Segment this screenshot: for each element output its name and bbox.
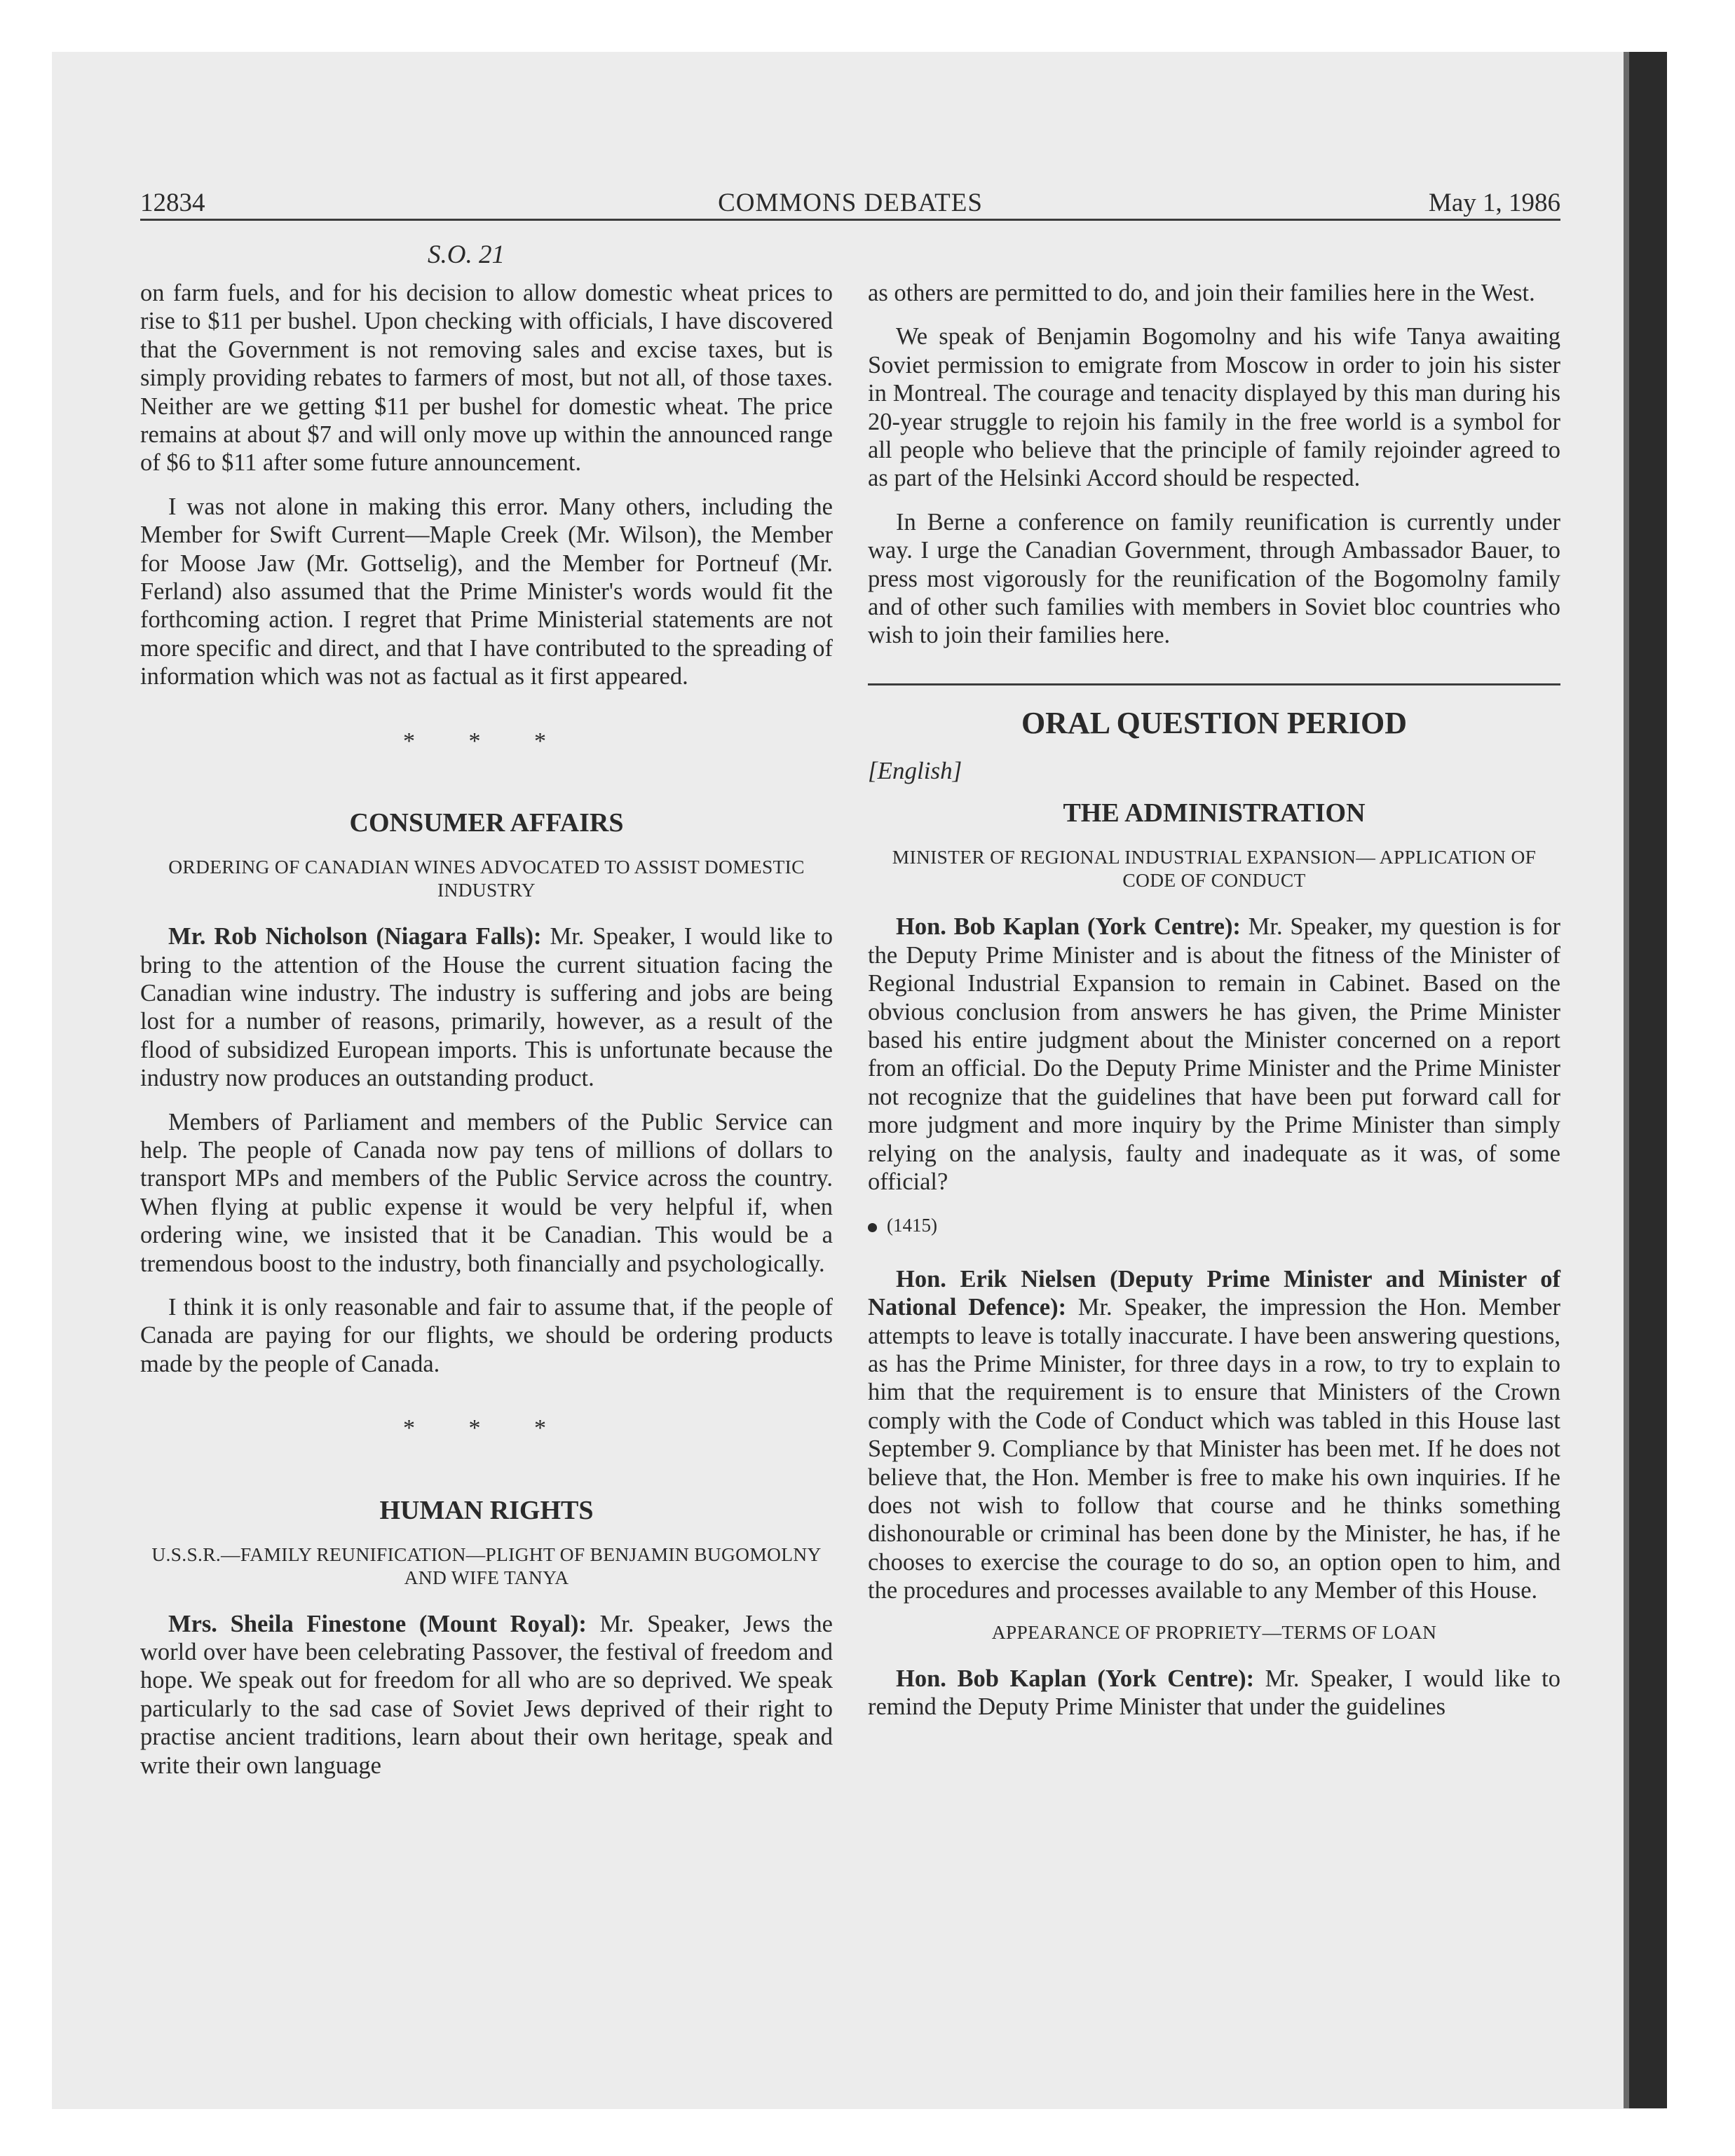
paragraph: We speak of Benjamin Bogomolny and his wife Tanya awaiting Soviet permission to emigrate from Moscow in order to join his sister in Montreal. The courage and tenacity displayed by this man during his 20-year struggle to rejoin his family in the free world is a symbol for all people who believe that the principle of family rejoinder agreed to as part of the Helsinki Accord should be respected. [868, 323, 1560, 492]
running-header [140, 188, 1560, 221]
speech-text: Mr. Speaker, I would like to remind the Deputy Prime Minister that under the guidelines [868, 1665, 1560, 1721]
bullet-icon [868, 1223, 877, 1232]
speech-text: Mr. Speaker, my question is for the Deputy Prime Minister and is about the fitness of the Minister of Regional Industrial Expansion to remain in Cabinet. Based on the obvious conclusion from answers he has given, the Prime Minister based his entire judgment about the Minister concerned on a report from an official. Do the Deputy Prime Minister and the Prime Minister not recognize that the guidelines that have been put forward call for more judgment and more inquiry by the Prime Minister than simply relying on the analysis, faulty and inadequate as it was, of some official? [868, 913, 1560, 1195]
issue-date: May 1, 1986 [1428, 189, 1560, 217]
speaker-name: Mrs. Sheila Finestone (Mount Royal): [168, 1610, 587, 1637]
section-subheading: APPEARANCE OF PROPRIETY—TERMS OF LOAN [991, 1621, 1437, 1643]
speech-text: Mr. Speaker, I would like to bring to the attention of the House the current situation facing the Canadian wine industry. The industry is suffering and jobs are being lost for a number of reasons, primarily, however, as a result of the flood of subsidized European imports. This is unfortunate because the industry now produces an outstanding product. [140, 923, 833, 1092]
time-marker [868, 1211, 1560, 1239]
standing-order-label: S.O. 21 [428, 240, 505, 269]
paragraph: on farm fuels, and for his decision to allow domestic wheat prices to rise to $11 per bushel. Upon checking with officials, I have discovered that the Government is not removing sales and excise taxes, but is simply providing rebates to farmers of most, but not all, of those taxes. Neither are we getting $11 per bushel for domestic wheat. The price remains at about $7 and will only move up within the announced range of $6 to $11 after some future announcement. [140, 280, 833, 477]
paragraph: I was not alone in making this error. Many others, including the Member for Swift Current—Maple Creek (Mr. Wilson), the Member for Moose Jaw (Mr. Gottselig), and the Member for Portneuf (Mr. Ferland) also assumed that the Prime Minister's words would fit the forthcoming action. I regret that Prime Ministerial statements are not more specific and direct, and that I have contributed to the spreading of information which was not as factual as it first appeared. [140, 493, 833, 690]
speech-text: Mr. Speaker, Jews the world over have been celebrating Passover, the festival of freedom and hope. We speak out for freedom for all who are so deprived. We speak particularly to the sad case of Soviet Jews deprived of their right to practise ancient traditions, learn about their own heritage, speak and write their own language [140, 1610, 833, 1779]
paragraph: Members of Parliament and members of the Public Service can help. The people of Canada now pay tens of millions of dollars to transport MPs and members of the Public Service across the country. When flying at public expense it would be very helpful if, when ordering wine, we insisted that it be Canadian. This would be a tremendous boost to the industry, both financially and psychologically. [140, 1108, 833, 1277]
publication-title: COMMONS DEBATES [718, 189, 983, 217]
speech-paragraph [868, 1265, 1560, 1605]
paragraph: I think it is only reasonable and fair to assume that, if the people of Canada are paying for our flights, we should be ordering products made by the people of Canada. [140, 1293, 833, 1377]
section-subheading: MINISTER OF REGIONAL INDUSTRIAL EXPANSION— APPLICATION OF CODE OF CONDUCT [892, 846, 1537, 892]
speaker-name: Hon. Bob Kaplan (York Centre): [896, 1665, 1255, 1692]
section-heading: THE ADMINISTRATION [1063, 798, 1366, 828]
speaker-name: Hon. Erik Nielsen (Deputy Prime Minister and Minister of National Defence): [868, 1265, 1560, 1321]
page-number: 12834 [140, 189, 205, 217]
language-tag: [English] [868, 756, 962, 784]
paragraph: as others are permitted to do, and join their families here in the West. [868, 280, 1535, 306]
speaker-name: Mr. Rob Nicholson (Niagara Falls): [168, 923, 542, 950]
left-column [140, 279, 833, 1795]
section-subheading: ORDERING OF CANADIAN WINES ADVOCATED TO ASSIST DOMESTIC INDUSTRY [168, 856, 805, 901]
section-subheading: U.S.S.R.—FAMILY REUNIFICATION—PLIGHT OF BENJAMIN BUGOMOLNY AND WIFE TANYA [151, 1543, 822, 1588]
scan-edge-shadow [1624, 52, 1667, 2108]
section-separator: * * * [403, 728, 570, 754]
section-separator: * * * [403, 1415, 570, 1442]
paragraph: In Berne a conference on family reunification is currently under way. I urge the Canadian Government, through Ambassador Bauer, to press most vigorously for the reunification of the Bogomolny family and of other such families with members in Soviet bloc countries who wish to join their families here. [868, 508, 1560, 649]
speaker-name: Hon. Bob Kaplan (York Centre): [896, 913, 1241, 941]
section-heading: CONSUMER AFFAIRS [349, 808, 624, 838]
right-column [868, 279, 1560, 1736]
section-divider-rule [868, 683, 1560, 685]
speech-paragraph [868, 1665, 1560, 1721]
speech-text: Mr. Speaker, the impression the Hon. Member attempts to leave is totally inaccurate. I have been answering questions, as has the Prime Minister, for three days in a row, to try to explain to him that the requirement is to ensure that Ministers of the Crown comply with the Code of Conduct which was tabled in this House last September 9. Compliance by that Minister has been met. If he does not believe that, the Hon. Member is free to make his own inquiries. If he does not wish to follow that course and he thinks something dishonourable or criminal has been done by the Minister, he has, if he chooses to exercise the courage to do so, an option open to him, and the procedures and processes available to any Member of this House. [868, 1294, 1560, 1604]
speech-paragraph [140, 1610, 833, 1780]
speech-paragraph [868, 913, 1560, 1196]
speech-paragraph [140, 922, 833, 1092]
section-heading: HUMAN RIGHTS [379, 1495, 594, 1525]
time-marker-text: (1415) [887, 1215, 937, 1236]
major-heading: ORAL QUESTION PERIOD [1021, 705, 1408, 740]
